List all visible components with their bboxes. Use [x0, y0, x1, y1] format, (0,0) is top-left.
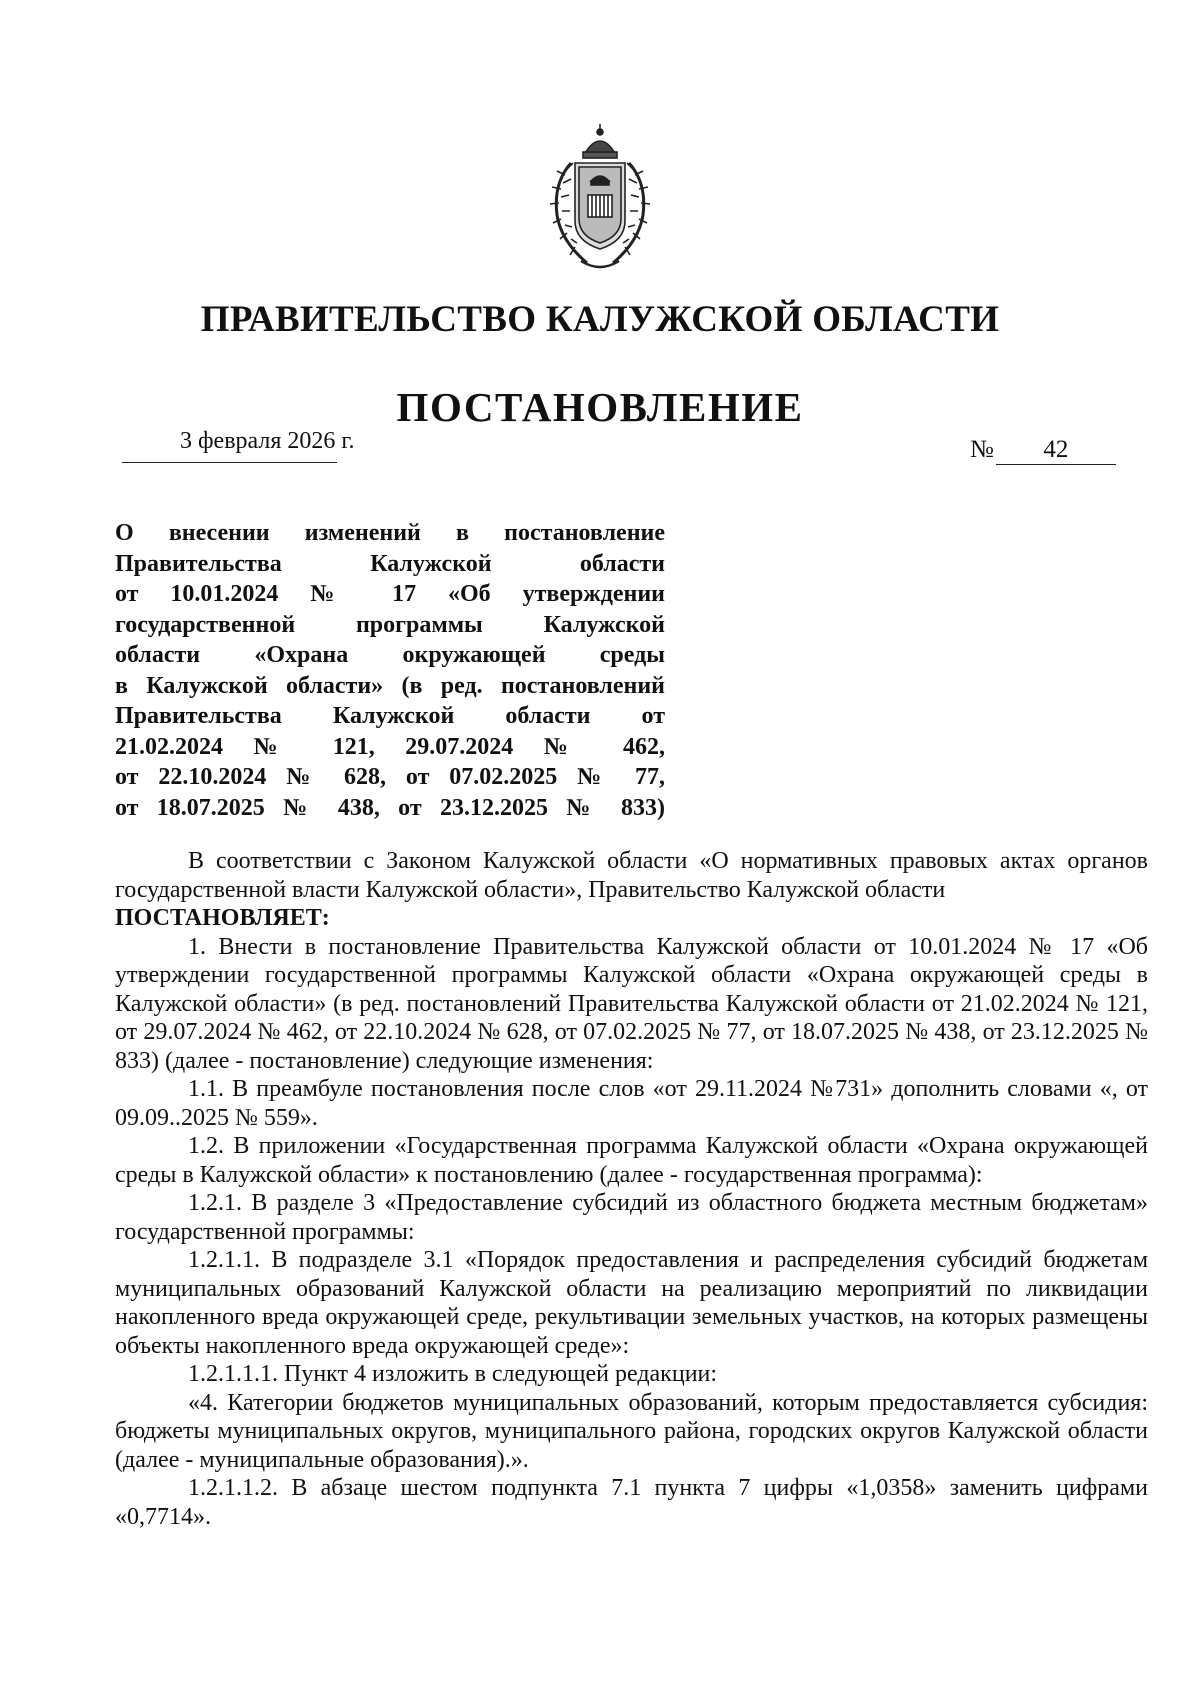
- document-subject: [115, 518, 665, 823]
- subject-line: Правительства Калужской области: [115, 550, 665, 577]
- clause-1-1: 1.1. В преамбуле постановления после слов «от 29.11.2024 №731» дополнить словами «, от 09.09..2025 № 559».: [115, 1076, 1148, 1131]
- subject-line: О внесении изменений в постановление: [115, 520, 665, 546]
- subject-line: 21.02.2024 № 121, 29.07.2024 № 462,: [115, 733, 665, 760]
- number-sign: №: [970, 436, 994, 463]
- subject-line: от 22.10.2024 № 628, от 07.02.2025 № 77,: [115, 764, 665, 790]
- document-number-field: [970, 436, 1116, 465]
- document-date: 3 февраля 2026 г.: [180, 428, 355, 454]
- clause-1-2-1-1: 1.2.1.1. В подразделе 3.1 «Порядок предоставления и распределения субсидий бюджетам муниципальных образований Калужской области на реализацию мероприятий по ликвидации накопленного вреда окружающей среде, рекультивации земельных участков, на которых размещены объекты накопленного вреда окружающей среде»:: [115, 1247, 1148, 1359]
- date-field: [122, 424, 355, 463]
- document-type-heading: ПОСТАНОВЛЕНИЕ: [396, 384, 804, 430]
- clause-1-2-1-1-1: 1.2.1.1.1. Пункт 4 изложить в следующей редакции:: [188, 1361, 718, 1387]
- subject-line: от 10.01.2024 № 17 «Об утверждении: [115, 581, 665, 607]
- government-title: ПРАВИТЕЛЬСТВО КАЛУЖСКОЙ ОБЛАСТИ: [200, 299, 1000, 340]
- subject-line: от 18.07.2025 № 438, от 23.12.2025 № 833): [115, 794, 665, 821]
- subject-line: в Калужской области» (в ред. постановлений: [115, 672, 665, 699]
- document-body: [115, 847, 1148, 1531]
- quoted-clause-4: «4. Категории бюджетов муниципальных образований, которым предоставляется субсидия: бюджеты муниципальных округов, муниципального района, городских округов Калужской области (далее - муниципальные образования).».: [115, 1389, 1148, 1473]
- subject-line: области «Охрана окружающей среды: [115, 642, 665, 668]
- subject-line: государственной программы Калужской: [115, 611, 665, 638]
- clause-1-2-1-1-2: 1.2.1.1.2. В абзаце шестом подпункта 7.1 пункта 7 цифры «1,0358» заменить цифрами «0,7714».: [115, 1475, 1148, 1530]
- document-number: 42: [996, 436, 1116, 465]
- clause-1-2: 1.2. В приложении «Государственная программа Калужской области «Охрана окружающей среды в Калужской области» к постановлению (далее - государственная программа):: [115, 1133, 1148, 1188]
- clause-1-2-1: 1.2.1. В разделе 3 «Предоставление субсидий из областного бюджета местным бюджетам» государственной программы:: [115, 1190, 1148, 1245]
- coat-of-arms-emblem: [541, 123, 659, 275]
- preamble-paragraph: В соответствии с Законом Калужской области «О нормативных правовых актах органов государственной власти Калужской области», Правительство Калужской области: [115, 848, 1148, 903]
- clause-1: 1. Внести в постановление Правительства Калужской области от 10.01.2024 № 17 «Об утверждении государственной программы Калужской области «Охрана окружающей среды в Калужской области» (в ред. постановлений Правительства Калужской области от 21.02.2024 № 121, от 29.07.2024 № 462, от 22.10.2024 № 628, от 07.02.2025 № 77, от 18.07.2025 № 438, от 23.12.2025 № 833) (далее - постановление) следующие изменения:: [115, 933, 1148, 1074]
- subject-line: Правительства Калужской области от: [115, 703, 665, 729]
- resolves-keyword: ПОСТАНОВЛЯЕТ:: [115, 905, 330, 931]
